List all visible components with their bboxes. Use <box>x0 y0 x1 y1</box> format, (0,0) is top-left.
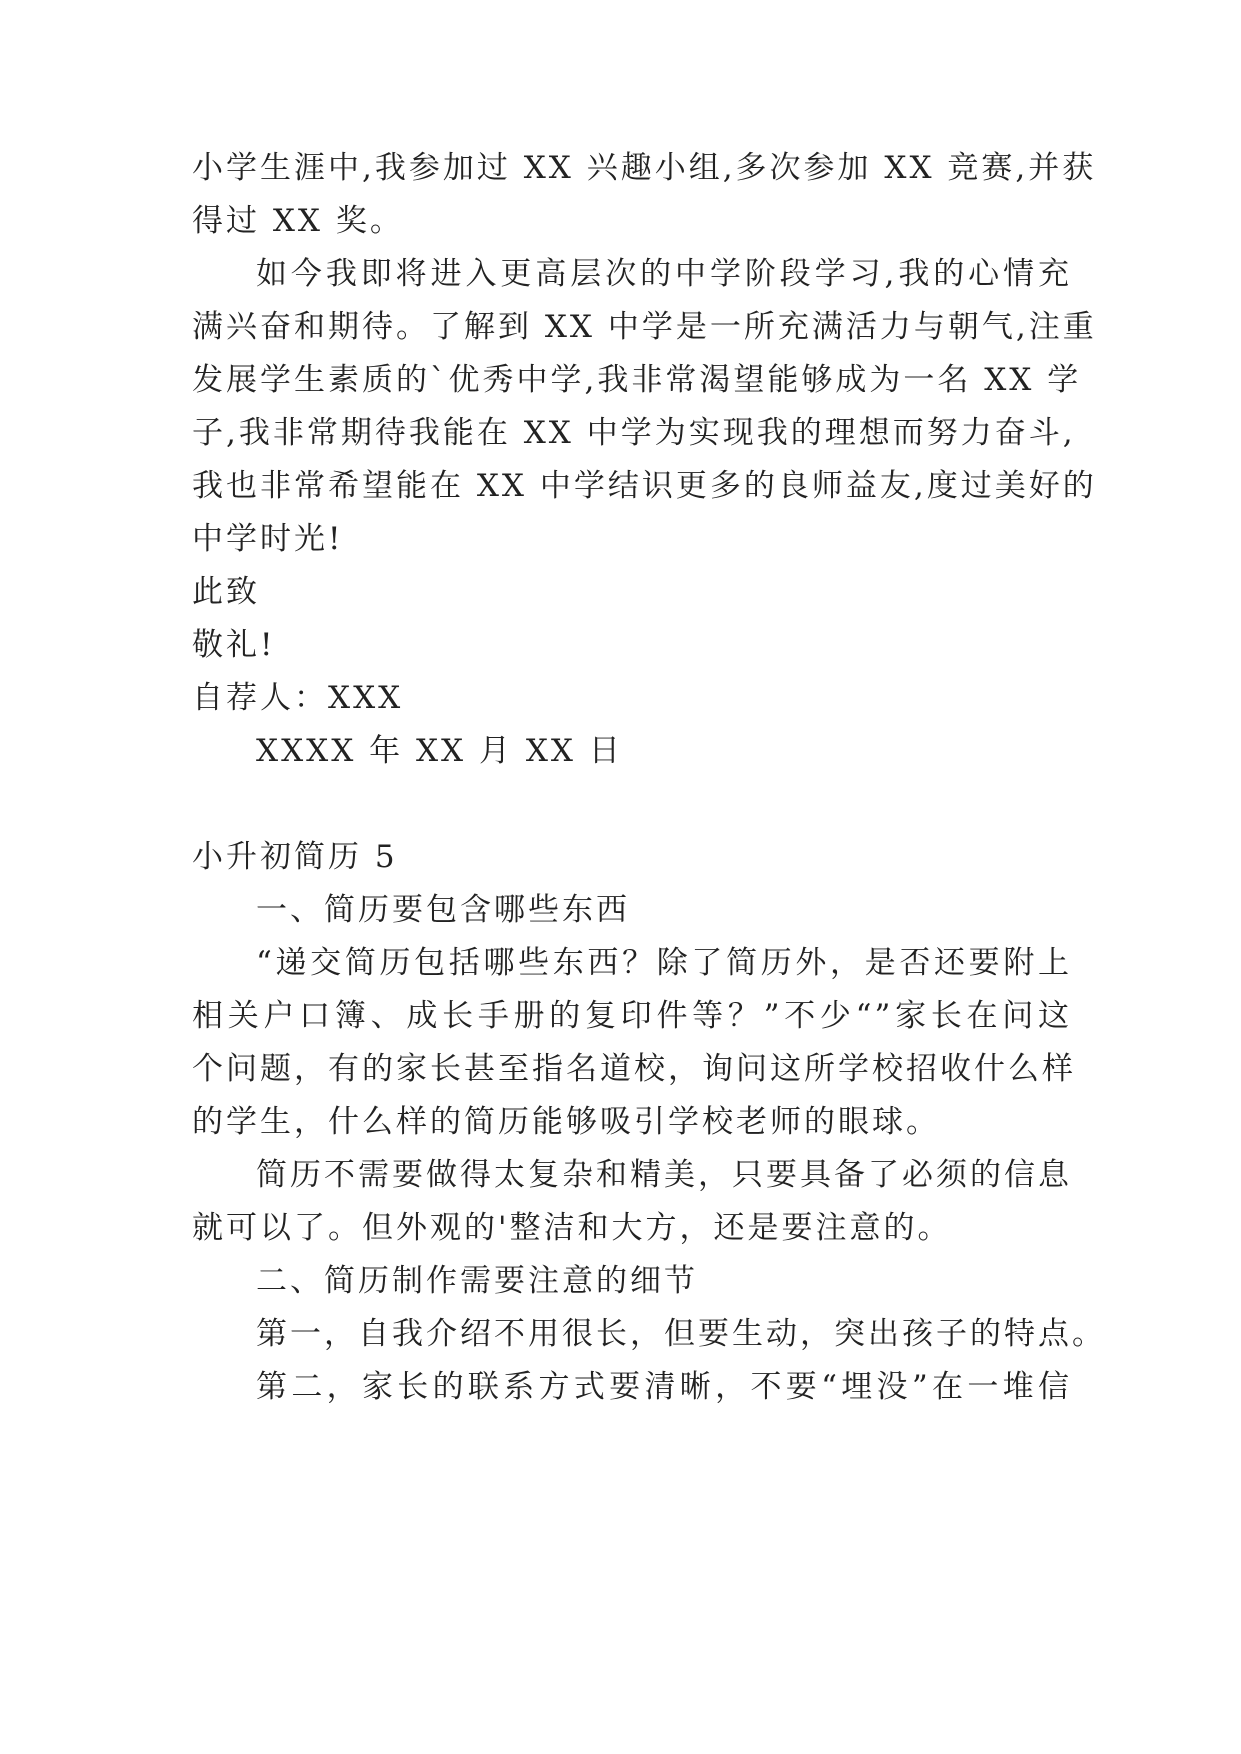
paragraph-line: 得过 XX 奖。 <box>192 203 404 239</box>
salutation-line: 此致 <box>192 574 260 610</box>
paragraph-line: 就可以了。但外观的'整洁和大方，还是要注意的。 <box>192 1210 952 1246</box>
section-heading: 二、简历制作需要注意的细节 <box>256 1263 698 1299</box>
paragraph-line: “递交简历包括哪些东西？除了简历外，是否还要附上 <box>256 945 1072 981</box>
paragraph-line: 中学时光! <box>192 521 344 557</box>
paragraph-line: 简历不需要做得太复杂和精美，只要具备了必须的信息 <box>256 1157 1072 1193</box>
paragraph-line: 满兴奋和期待。了解到 XX 中学是一所充满活力与朝气,注重 <box>192 309 1097 345</box>
section-heading: 一、简历要包含哪些东西 <box>256 892 630 928</box>
paragraph-line: 的学生，什么样的简历能够吸引学校老师的眼球。 <box>192 1104 940 1140</box>
salutation-line: 敬礼! <box>192 627 276 663</box>
date-line: XXXX 年 XX 月 XX 日 <box>256 733 623 769</box>
paragraph-line: 发展学生素质的`优秀中学,我非常渴望能够成为一名 XX 学 <box>192 362 1082 398</box>
paragraph-line: 第二，家长的联系方式要清晰，不要“埋没”在一堆信 <box>256 1369 1072 1405</box>
paragraph-line: 第一，自我介绍不用很长，但要生动，突出孩子的特点。 <box>256 1316 1106 1352</box>
section-title: 小升初简历 5 <box>192 839 398 875</box>
paragraph-line: 子,我非常期待我能在 XX 中学为实现我的理想而努力奋斗, <box>192 415 1076 451</box>
paragraph-line: 小学生涯中,我参加过 XX 兴趣小组,多次参加 XX 竞赛,并获 <box>192 150 1097 186</box>
signature-line: 自荐人：XXX <box>192 680 404 716</box>
paragraph-line: 如今我即将进入更高层次的中学阶段学习,我的心情充 <box>256 256 1072 292</box>
paragraph-line: 我也非常希望能在 XX 中学结识更多的良师益友,度过美好的 <box>192 468 1097 504</box>
paragraph-line: 相关户口簿、成长手册的复印件等？”不少“”家长在问这 <box>192 998 1072 1034</box>
paragraph-line: 个问题，有的家长甚至指名道校，询问这所学校招收什么样 <box>192 1051 1076 1087</box>
